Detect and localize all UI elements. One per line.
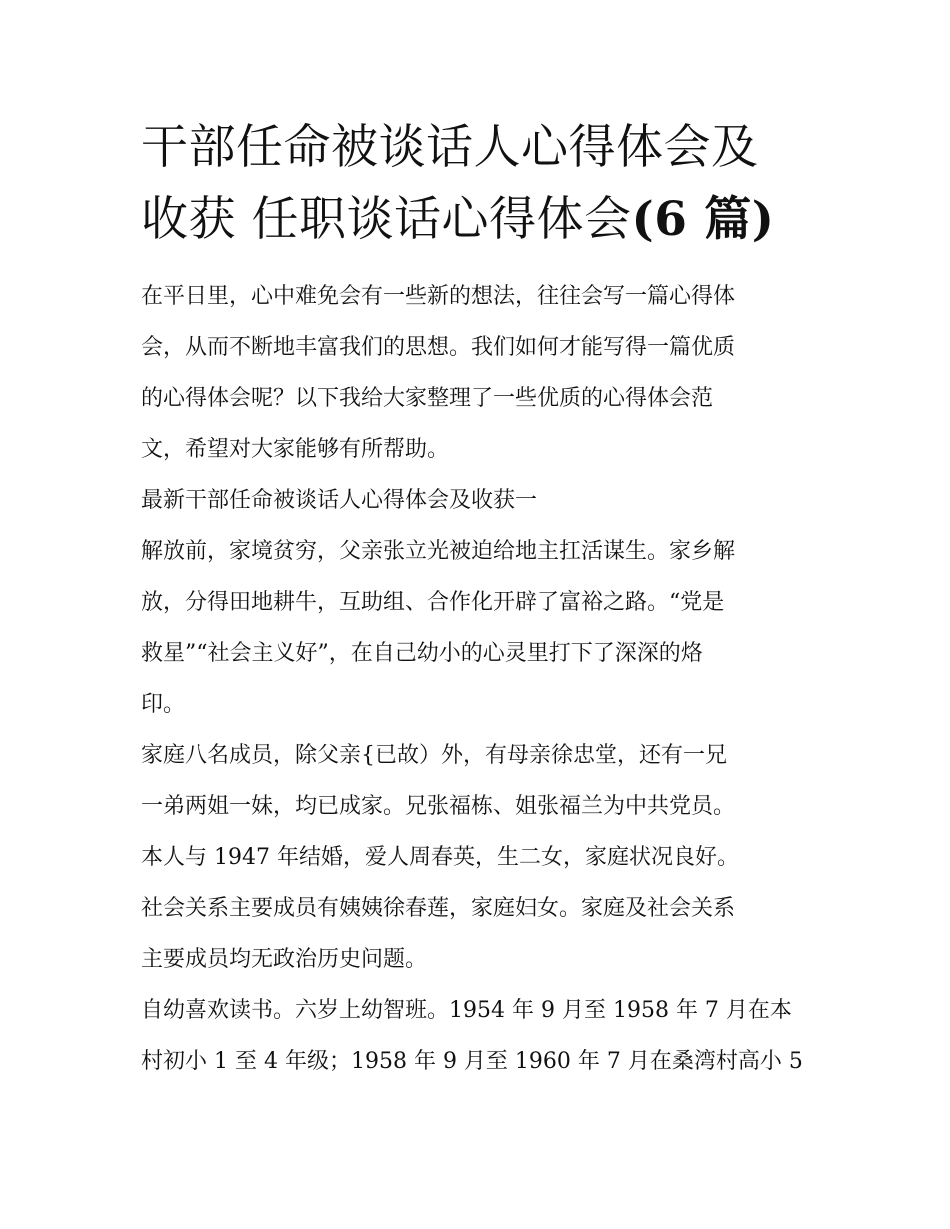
para1-line-4: 印。 (141, 692, 186, 717)
intro-line-3: 的心得体会呢？以下我给大家整理了一些优质的心得体会范 (141, 386, 714, 411)
title-line-2-text: 收获 任职谈话心得体会 (141, 192, 632, 247)
para2-line-4: 社会关系主要成员有姨姨徐春莲，家庭妇女。家庭及社会关系 (141, 896, 736, 921)
title-line-2 (141, 184, 818, 256)
para2-line-1: 家庭八名成员，除父亲{已故）外，有母亲徐忠堂，还有一兄 (141, 743, 727, 768)
para3-line-2: 村初小 1 至 4 年级；1958 年 9 月至 1960 年 7 月在桑湾村高小 5 (141, 1049, 803, 1074)
para1-line-1: 解放前，家境贫穷，父亲张立光被迫给地主扛活谋生。家乡解 (141, 539, 736, 564)
para2-line-3: 本人与 1947 年结婚，爱人周春英，生二女，家庭状况良好。 (141, 845, 739, 870)
intro-line-1: 在平日里，心中难免会有一些新的想法，往往会写一篇心得体 (141, 284, 736, 309)
title-line-2-count: (6 篇) (631, 192, 775, 247)
intro-paragraph (141, 271, 818, 475)
document-body (141, 271, 818, 1087)
section-heading: 最新干部任命被谈话人心得体会及收获一 (141, 488, 538, 513)
intro-line-2: 会，从而不断地丰富我们的思想。我们如何才能写得一篇优质 (141, 335, 736, 360)
title-line-1: 干部任命被谈话人心得体会及 (141, 120, 759, 175)
para2-line-2: 一弟两姐一妹，均已成家。兄张福栋、姐张福兰为中共党员。 (141, 794, 736, 819)
paragraph-family-background (141, 526, 818, 730)
document-title (141, 112, 818, 256)
paragraph-family-members (141, 730, 818, 985)
para1-line-3: 救星”“社会主义好”，在自己幼小的心灵里打下了深深的烙 (141, 641, 703, 666)
para3-line-1: 自幼喜欢读书。六岁上幼智班。1954 年 9 月至 1958 年 7 月在本 (141, 998, 792, 1023)
para2-line-5: 主要成员均无政治历史问题。 (141, 947, 428, 972)
paragraph-education (141, 985, 818, 1087)
para1-line-2: 放，分得田地耕牛，互助组、合作化开辟了富裕之路。“党是 (141, 590, 725, 615)
intro-line-4: 文，希望对大家能够有所帮助。 (141, 437, 450, 462)
